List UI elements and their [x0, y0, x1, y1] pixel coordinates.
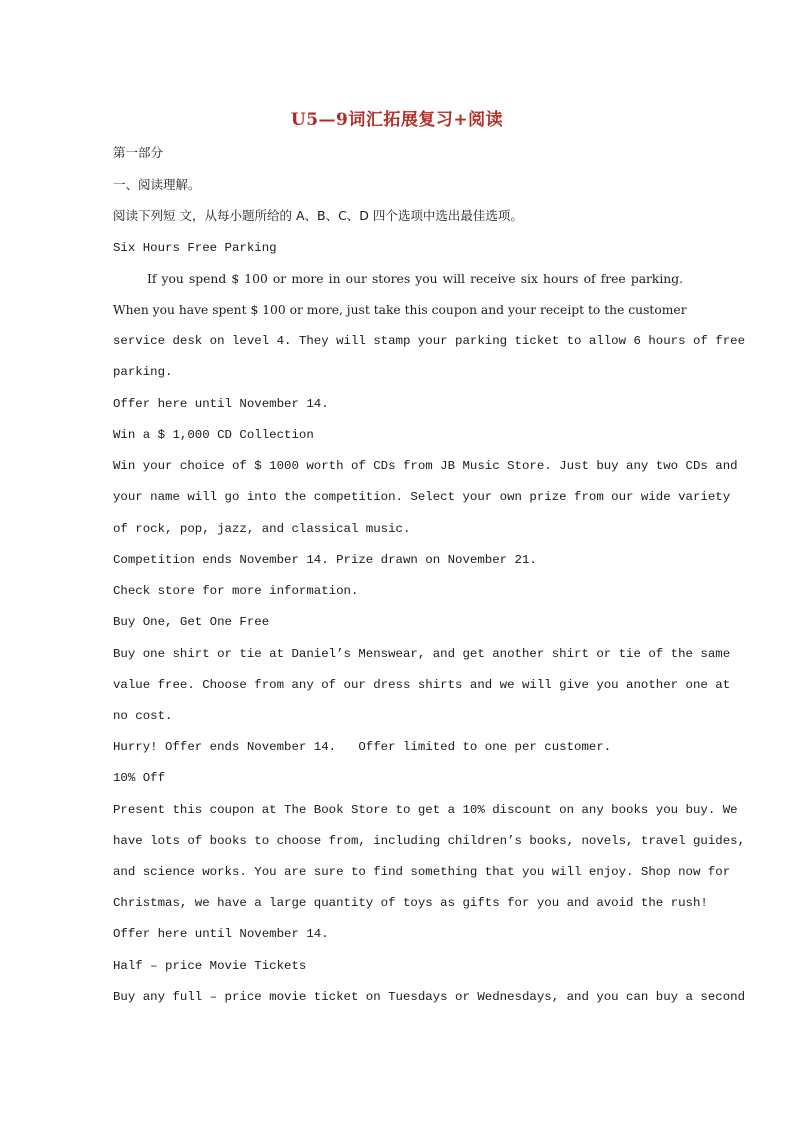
ad-note-parking: Offer here until November 14.: [113, 397, 329, 411]
ad-body-line: Win your choice of $ 1000 worth of CDs from JB Music Store. Just buy any two CDs and: [113, 459, 738, 473]
part-heading: 一、阅读理解。: [113, 177, 201, 192]
ad-note-book: Offer here until November 14.: [113, 927, 329, 941]
ad-note-cd-competition: Competition ends November 14. Prize drawn on November 21.: [113, 553, 537, 567]
ad-body-line: Christmas, we have a large quantity of toys as gifts for you and avoid the rush!: [113, 896, 708, 910]
ad-body-line: When you have spent $ 100 or more, just take this coupon and your receipt to the customer: [113, 303, 687, 317]
ad-heading-movie: Half – price Movie Tickets: [113, 959, 307, 973]
ad-body-line: Buy one shirt or tie at Daniel’s Menswear, and get another shirt or tie of the same: [113, 647, 731, 661]
ad-body-line: of rock, pop, jazz, and classical music.: [113, 522, 411, 536]
ad-note-shirt: Hurry! Offer ends November 14. Offer limited to one per customer.: [113, 740, 612, 754]
page-title: U5—9词汇拓展复习+阅读: [290, 110, 504, 130]
ad-body-line: Present this coupon at The Book Store to get a 10% discount on any books you buy. We: [113, 803, 738, 817]
ad-body-line: Buy any full – price movie ticket on Tuesdays or Wednesdays, and you can buy a second: [113, 990, 746, 1004]
ad-heading-shirt: Buy One, Get One Free: [113, 615, 270, 629]
ad-body-line: If you spend $ 100 or more in our stores you will receive six hours of free parking.: [147, 272, 683, 286]
ad-heading-cd: Win a $ 1,000 CD Collection: [113, 428, 314, 442]
ad-body-line: and science works. You are sure to find something that you will enjoy. Shop now for: [113, 865, 731, 879]
ad-note-cd-info: Check store for more information.: [113, 584, 359, 598]
ad-body-line: parking.: [113, 365, 173, 379]
ad-body-line: no cost.: [113, 709, 173, 723]
ad-body-line: have lots of books to choose from, including children’s books, novels, travel guides,: [113, 834, 746, 848]
ad-heading-book: 10% Off: [113, 771, 166, 785]
ad-heading-parking: Six Hours Free Parking: [113, 241, 277, 255]
instruction-text: 阅读下列短 文，从每小题所给的 A、B、C、D 四个选项中选出最佳选项。: [113, 208, 523, 223]
ad-body-line: service desk on level 4. They will stamp your parking ticket to allow 6 hours of free: [113, 334, 746, 348]
ad-body-line: value free. Choose from any of our dress shirts and we will give you another one at: [113, 678, 731, 692]
ad-body-line: your name will go into the competition. Select your own prize from our wide variety: [113, 490, 731, 504]
section-label: 第一部分: [113, 145, 164, 160]
